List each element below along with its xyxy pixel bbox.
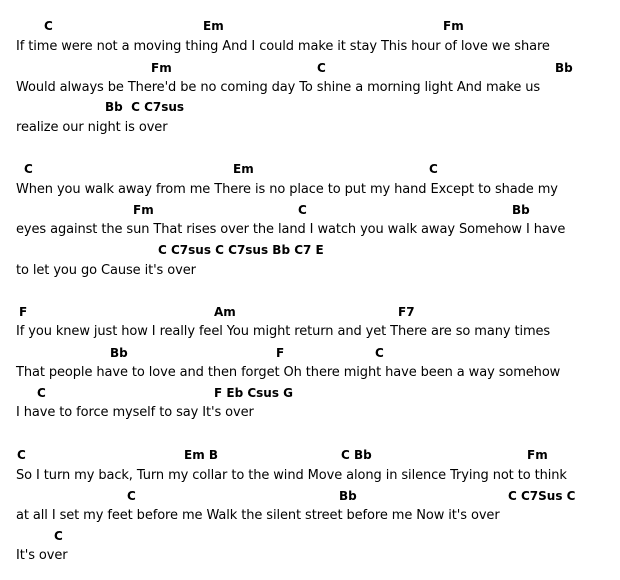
chord: C C7sus C C7sus Bb C7 E [158, 243, 324, 257]
lyric-line: If you knew just how I really feel You might return and yet There are so many times [16, 324, 551, 339]
chord: Bb [555, 61, 573, 75]
lyric-line: I have to force myself to say It's over [16, 405, 254, 420]
chord: C [17, 448, 26, 462]
lyric-line: realize our night is over [16, 120, 168, 135]
chord: F [19, 305, 28, 319]
chord: Bb C C7sus [105, 100, 185, 114]
chord: F Eb Csus G [214, 386, 294, 400]
lyric-line: to let you go Cause it's over [16, 263, 196, 278]
chord: C [375, 346, 384, 360]
chord: C [44, 19, 53, 33]
chord: C [24, 162, 33, 176]
lyric-line: So I turn my back, Turn my collar to the wind Move along in silence Trying not to think [16, 468, 567, 483]
chord: F [276, 346, 285, 360]
chord: Fm [133, 203, 154, 217]
chord: C Bb [341, 448, 372, 462]
chord: C C7Sus C [508, 489, 576, 503]
chord: Bb [339, 489, 357, 503]
chord: C [298, 203, 307, 217]
lyric-line: at all I set my feet before me Walk the silent street before me Now it's over [16, 508, 500, 523]
chord: C [54, 529, 63, 543]
chord: Em [233, 162, 254, 176]
chord: C [37, 386, 46, 400]
lyric-line: It's over [16, 548, 68, 563]
chord: C [429, 162, 438, 176]
chord: Fm [151, 61, 172, 75]
chord: Am [214, 305, 236, 319]
chord: Bb [110, 346, 128, 360]
lyric-line: When you walk away from me There is no place to put my hand Except to shade my [16, 182, 558, 197]
chord: C [127, 489, 136, 503]
chord: Bb [512, 203, 530, 217]
chord: Fm [527, 448, 548, 462]
chord: Em [203, 19, 224, 33]
lyric-line: If time were not a moving thing And I could make it stay This hour of love we share [16, 39, 550, 54]
lyric-line: eyes against the sun That rises over the land I watch you walk away Somehow I have [16, 222, 566, 237]
chord: Em B [184, 448, 219, 462]
lyric-line: Would always be There'd be no coming day To shine a morning light And make us [16, 80, 541, 95]
lyric-line: That people have to love and then forget Oh there might have been a way somehow [16, 365, 561, 380]
chord: C [317, 61, 326, 75]
chord: F7 [398, 305, 415, 319]
chord: Fm [443, 19, 464, 33]
